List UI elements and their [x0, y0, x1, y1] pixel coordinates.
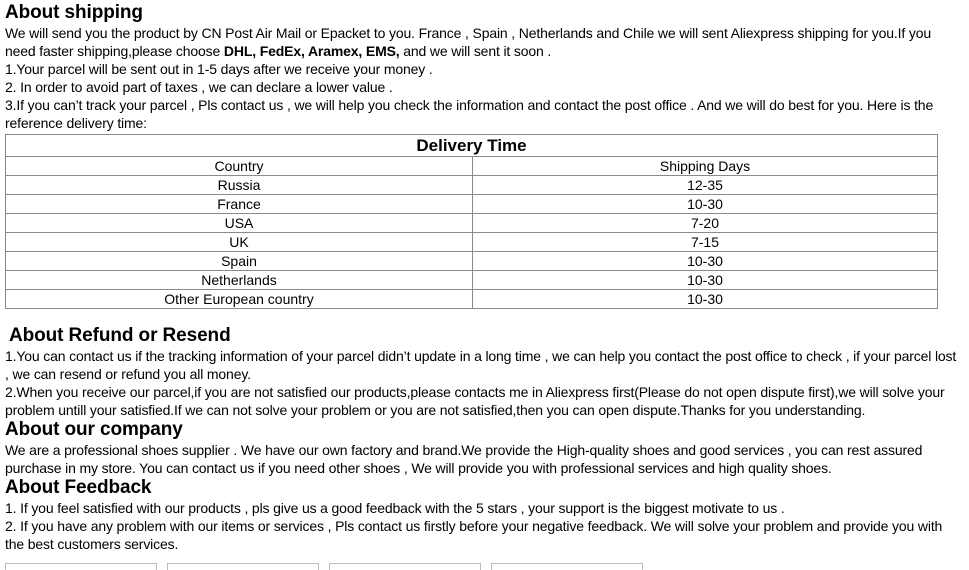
company-heading: About our company: [5, 419, 183, 440]
days-cell: 10-30: [473, 271, 938, 290]
table-row: [6, 252, 938, 271]
column-header-country: Country: [6, 157, 473, 176]
table-row: [6, 233, 938, 252]
country-cell: France: [6, 195, 473, 214]
table-header-row: [6, 157, 938, 176]
table-row: [6, 214, 938, 233]
days-cell: 10-30: [473, 195, 938, 214]
feedback-heading: About Feedback: [5, 477, 152, 498]
days-cell: 10-30: [473, 290, 938, 309]
country-cell: Spain: [6, 252, 473, 271]
shipping-item-1: 1.Your parcel will be sent out in 1-5 days after we receive your money .: [5, 61, 433, 77]
bottom-cutoff-boxes: [0, 563, 969, 567]
shipping-intro-end: and we will sent it soon .: [399, 43, 552, 59]
days-cell: 7-15: [473, 233, 938, 252]
feedback-item-2: 2. If you have any problem with our items or services , Pls contact us firstly before your negative feedback. We will solve your problem and provide you with the best customers services.: [5, 518, 943, 552]
company-text: We are a professional shoes supplier . We have our own factory and brand.We provide the High-quality shoes and good services , you can rest assured purchase in my store. You can contact us if you need other shoes , We will provide you with professional services and high quality shoes.: [5, 442, 923, 476]
delivery-time-table: [5, 134, 938, 309]
shipping-heading: About shipping: [5, 2, 143, 23]
table-title: Delivery Time: [6, 135, 938, 157]
table-title-row: [6, 135, 938, 157]
refund-item-1: 1.You can contact us if the tracking information of your parcel didn’t update in a long time , we can help you contact the post office to check , if your parcel lost , we can resend or refund you all money.: [5, 348, 957, 382]
days-cell: 7-20: [473, 214, 938, 233]
table-row: [6, 271, 938, 290]
days-cell: 10-30: [473, 252, 938, 271]
table-row: [6, 290, 938, 309]
refund-item-2: 2.When you receive our parcel,if you are not satisfied our products,please contacts me in Aliexpress first(Please do not open dispute first),we will solve your problem untill your satisfied.If we can not solve your problem or you are not satisfied,then you can open dispute.Thanks for you understanding.: [5, 384, 945, 418]
feedback-item-1: 1. If you feel satisfied with our products , pls give us a good feedback with the 5 stars , your support is the biggest motivate to us .: [5, 500, 785, 516]
country-cell: Other European country: [6, 290, 473, 309]
refund-heading: About Refund or Resend: [9, 325, 231, 346]
country-cell: UK: [6, 233, 473, 252]
country-cell: USA: [6, 214, 473, 233]
shipping-intro: [5, 24, 963, 60]
policy-document: [5, 2, 963, 553]
country-cell: Netherlands: [6, 271, 473, 290]
column-header-shipping-days: Shipping Days: [473, 157, 938, 176]
country-cell: Russia: [6, 176, 473, 195]
table-row: [6, 195, 938, 214]
shipping-item-2: 2. In order to avoid part of taxes , we can declare a lower value .: [5, 79, 393, 95]
shipping-intro-text: We will send you the product by CN Post Air Mail or Epacket to you. France , Spain , Netherlands and Chile we will sent Aliexpress shipping for you.If you need faster shipping,please choose: [5, 25, 931, 59]
days-cell: 12-35: [473, 176, 938, 195]
table-row: [6, 176, 938, 195]
shipping-carriers: DHL, FedEx, Aramex, EMS,: [223, 43, 400, 59]
shipping-item-3: 3.If you can’t track your parcel , Pls contact us , we will help you check the information and contact the post office . And we will do best for you. Here is the reference delivery time:: [5, 97, 934, 131]
